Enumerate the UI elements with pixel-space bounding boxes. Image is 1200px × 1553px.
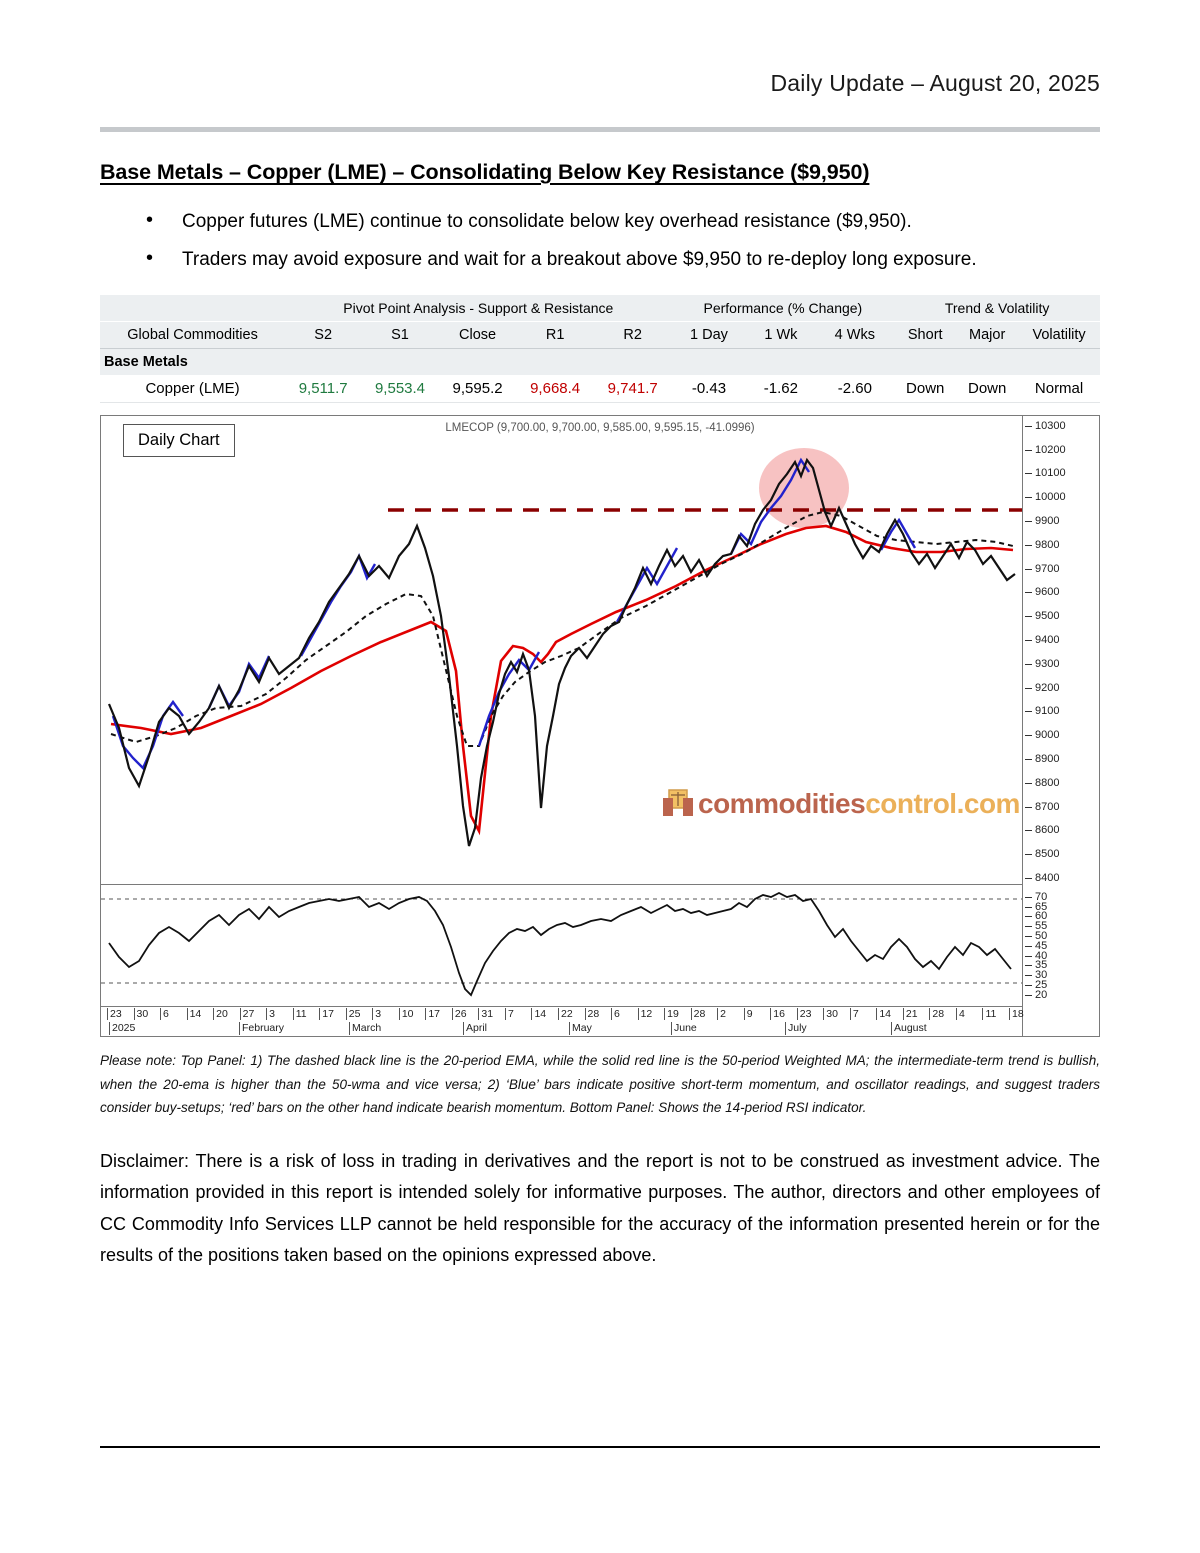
time-axis-tick: 31 (478, 1008, 493, 1020)
price-axis-tick: 10000 (1035, 491, 1066, 504)
panel-divider (101, 884, 1023, 885)
column-header-4wks: 4 Wks (815, 321, 894, 348)
cell-commodity-name: Copper (LME) (100, 375, 285, 403)
price-chart (100, 415, 1100, 1037)
document-header: Daily Update – August 20, 2025 (770, 70, 1100, 96)
time-axis-tick: 23 (107, 1008, 122, 1020)
time-axis-tick: 26 (452, 1008, 467, 1020)
chart-type-label: Daily Chart (123, 424, 235, 457)
price-axis-tick: 9900 (1035, 515, 1060, 528)
rsi-axis-tick: 25 (1035, 979, 1048, 992)
time-axis-tick: 28 (691, 1008, 706, 1020)
price-axis-tick: 9100 (1035, 705, 1060, 718)
time-axis-month: June (671, 1022, 697, 1035)
price-axis-tick: 9300 (1035, 657, 1060, 670)
time-axis-tick: 11 (293, 1008, 307, 1020)
cell-r1: 9,668.4 (516, 375, 594, 403)
time-axis-tick: 21 (903, 1008, 918, 1020)
time-axis-tick: 17 (319, 1008, 334, 1020)
price-axis-tick: 10200 (1035, 443, 1066, 456)
time-axis-tick: 14 (187, 1008, 202, 1020)
price-axis-tick: 8900 (1035, 752, 1060, 765)
time-axis-month: April (463, 1022, 487, 1035)
table-section-label: Base Metals (100, 348, 1100, 375)
rsi-axis-labels (1023, 885, 1095, 1007)
cell-1day: -0.43 (671, 375, 746, 403)
time-axis-tick: 3 (372, 1008, 381, 1020)
column-header-close: Close (439, 321, 517, 348)
rsi-axis-tick: 45 (1035, 939, 1048, 952)
list-item: • Traders may avoid exposure and wait for a breakout above $9,950 to re-deploy long exposure. (140, 245, 1100, 274)
time-axis (101, 1007, 1023, 1037)
price-axis-tick: 9600 (1035, 586, 1060, 599)
column-header-1wk: 1 Wk (746, 321, 815, 348)
table-header-row (100, 321, 1100, 348)
time-axis-tick: 25 (346, 1008, 361, 1020)
rsi-axis-tick: 60 (1035, 910, 1048, 923)
column-header-r1: R1 (516, 321, 594, 348)
column-header-s1: S1 (361, 321, 439, 348)
price-axis-tick: 8400 (1035, 871, 1060, 884)
watermark: commoditiescontrol.com (661, 786, 1020, 820)
time-axis-month: 2025 (109, 1022, 135, 1035)
price-axis-tick: 8600 (1035, 824, 1060, 837)
cell-short-trend: Down (894, 375, 956, 403)
group-header-trend: Trend & Volatility (894, 295, 1100, 322)
time-axis-tick: 30 (823, 1008, 838, 1020)
time-axis-tick: 20 (213, 1008, 228, 1020)
group-header-blank (100, 295, 285, 322)
column-header-1day: 1 Day (671, 321, 746, 348)
time-axis-tick: 14 (531, 1008, 546, 1020)
chart-footnote: Please note: Top Panel: 1) The dashed black line is the 20-period EMA, while the solid red line is the 50-period Weighted MA; the intermediate-term trend is bullish, when the 20-ema is higher than the 50-wma and vice versa; 2) ‘Blue’ bars indicate positive short-term momentum, and oscillator readings, and suggest traders consider buy-setups; ‘red’ bars on the other hand indicate bearish momentum. Bottom Panel: Shows the 14-period RSI indicator. (100, 1052, 1100, 1116)
list-item: • Copper futures (LME) continue to consolidate below key overhead resistance ($9,950). (140, 207, 1100, 236)
price-axis-tick: 9200 (1035, 681, 1060, 694)
column-header-s2: S2 (285, 321, 361, 348)
time-axis-tick: 17 (425, 1008, 440, 1020)
time-axis-month: August (891, 1022, 927, 1035)
time-axis-tick: 23 (797, 1008, 812, 1020)
price-axis-tick: 8700 (1035, 800, 1060, 813)
price-axis-tick: 9800 (1035, 538, 1060, 551)
time-axis-tick: 30 (134, 1008, 149, 1020)
footer-divider (100, 1446, 1100, 1448)
column-header-short: Short (894, 321, 956, 348)
time-axis-tick: 10 (399, 1008, 414, 1020)
time-axis-tick: 16 (770, 1008, 785, 1020)
rsi-axis-tick: 65 (1035, 900, 1048, 913)
time-axis-tick: 22 (558, 1008, 573, 1020)
commodities-table (100, 295, 1100, 403)
price-axis-tick: 10300 (1035, 419, 1066, 432)
group-header-performance: Performance (% Change) (671, 295, 894, 322)
price-axis-tick: 8800 (1035, 776, 1060, 789)
table-row (100, 375, 1100, 403)
disclaimer-text: Disclaimer: There is a risk of loss in trading in derivatives and the report is not to be construed as investment advice. The information provided in this report is intended solely for informative purposes. The author, directors and other employees of CC Commodity Info Services LLP cannot be held responsible for the accuracy of the information presented herein or for the results of the positions taken based on the opinions expressed above. (100, 1150, 1100, 1266)
page-title: Base Metals – Copper (LME) – Consolidating Below Key Resistance ($9,950) (100, 160, 870, 184)
rsi-axis-tick: 20 (1035, 988, 1048, 1001)
column-header-commodity: Global Commodities (100, 321, 285, 348)
rsi-axis-tick: 50 (1035, 930, 1048, 943)
time-axis-tick: 27 (240, 1008, 255, 1020)
cell-1wk: -1.62 (746, 375, 815, 403)
time-axis-month: July (785, 1022, 807, 1035)
column-header-major: Major (956, 321, 1018, 348)
cell-r2: 9,741.7 (594, 375, 672, 403)
rsi-axis-tick: 70 (1035, 890, 1048, 903)
time-axis-tick: 14 (876, 1008, 891, 1020)
time-axis-tick: 18 (1009, 1008, 1024, 1020)
rsi-axis-tick: 35 (1035, 959, 1048, 972)
cell-4wks: -2.60 (815, 375, 894, 403)
price-axis-tick: 10100 (1035, 467, 1066, 480)
price-axis-tick: 9000 (1035, 729, 1060, 742)
rsi-axis-tick: 55 (1035, 920, 1048, 933)
time-axis-tick: 19 (664, 1008, 679, 1020)
price-axis-tick: 9400 (1035, 633, 1060, 646)
price-axis-tick: 9700 (1035, 562, 1060, 575)
time-axis-tick: 7 (850, 1008, 859, 1020)
time-axis-tick: 6 (160, 1008, 169, 1020)
time-axis-month: March (349, 1022, 381, 1035)
time-axis-tick: 12 (638, 1008, 653, 1020)
column-header-r2: R2 (594, 321, 672, 348)
cell-close: 9,595.2 (439, 375, 517, 403)
table-section-row (100, 348, 1100, 375)
time-axis-tick: 28 (585, 1008, 600, 1020)
cell-s1: 9,553.4 (361, 375, 439, 403)
time-axis-tick: 2 (717, 1008, 726, 1020)
time-axis-tick: 7 (505, 1008, 514, 1020)
summary-bullets (100, 207, 1100, 275)
time-axis-tick: 9 (744, 1008, 753, 1020)
table-group-header-row (100, 295, 1100, 322)
cell-volatility: Normal (1018, 375, 1100, 403)
price-axis-tick: 9500 (1035, 610, 1060, 623)
group-header-pivot: Pivot Point Analysis - Support & Resistance (285, 295, 671, 322)
column-header-volatility: Volatility (1018, 321, 1100, 348)
time-axis-tick: 11 (982, 1008, 996, 1020)
rsi-axis-tick: 30 (1035, 969, 1048, 982)
time-axis-tick: 28 (929, 1008, 944, 1020)
time-axis-tick: 4 (956, 1008, 965, 1020)
rsi-axis-tick: 40 (1035, 949, 1048, 962)
rsi-plot (101, 885, 1023, 1007)
header-divider (100, 127, 1100, 132)
cell-major-trend: Down (956, 375, 1018, 403)
time-axis-month: May (569, 1022, 592, 1035)
price-series-plot (101, 416, 1023, 886)
time-axis-tick: 6 (611, 1008, 620, 1020)
time-axis-tick: 3 (266, 1008, 275, 1020)
time-axis-month: February (239, 1022, 284, 1035)
chart-code-label: LMECOP (9,700.00, 9,700.00, 9,585.00, 9,595.15, -41.0996) (445, 421, 755, 434)
price-axis-tick: 8500 (1035, 848, 1060, 861)
cell-s2: 9,511.7 (285, 375, 361, 403)
